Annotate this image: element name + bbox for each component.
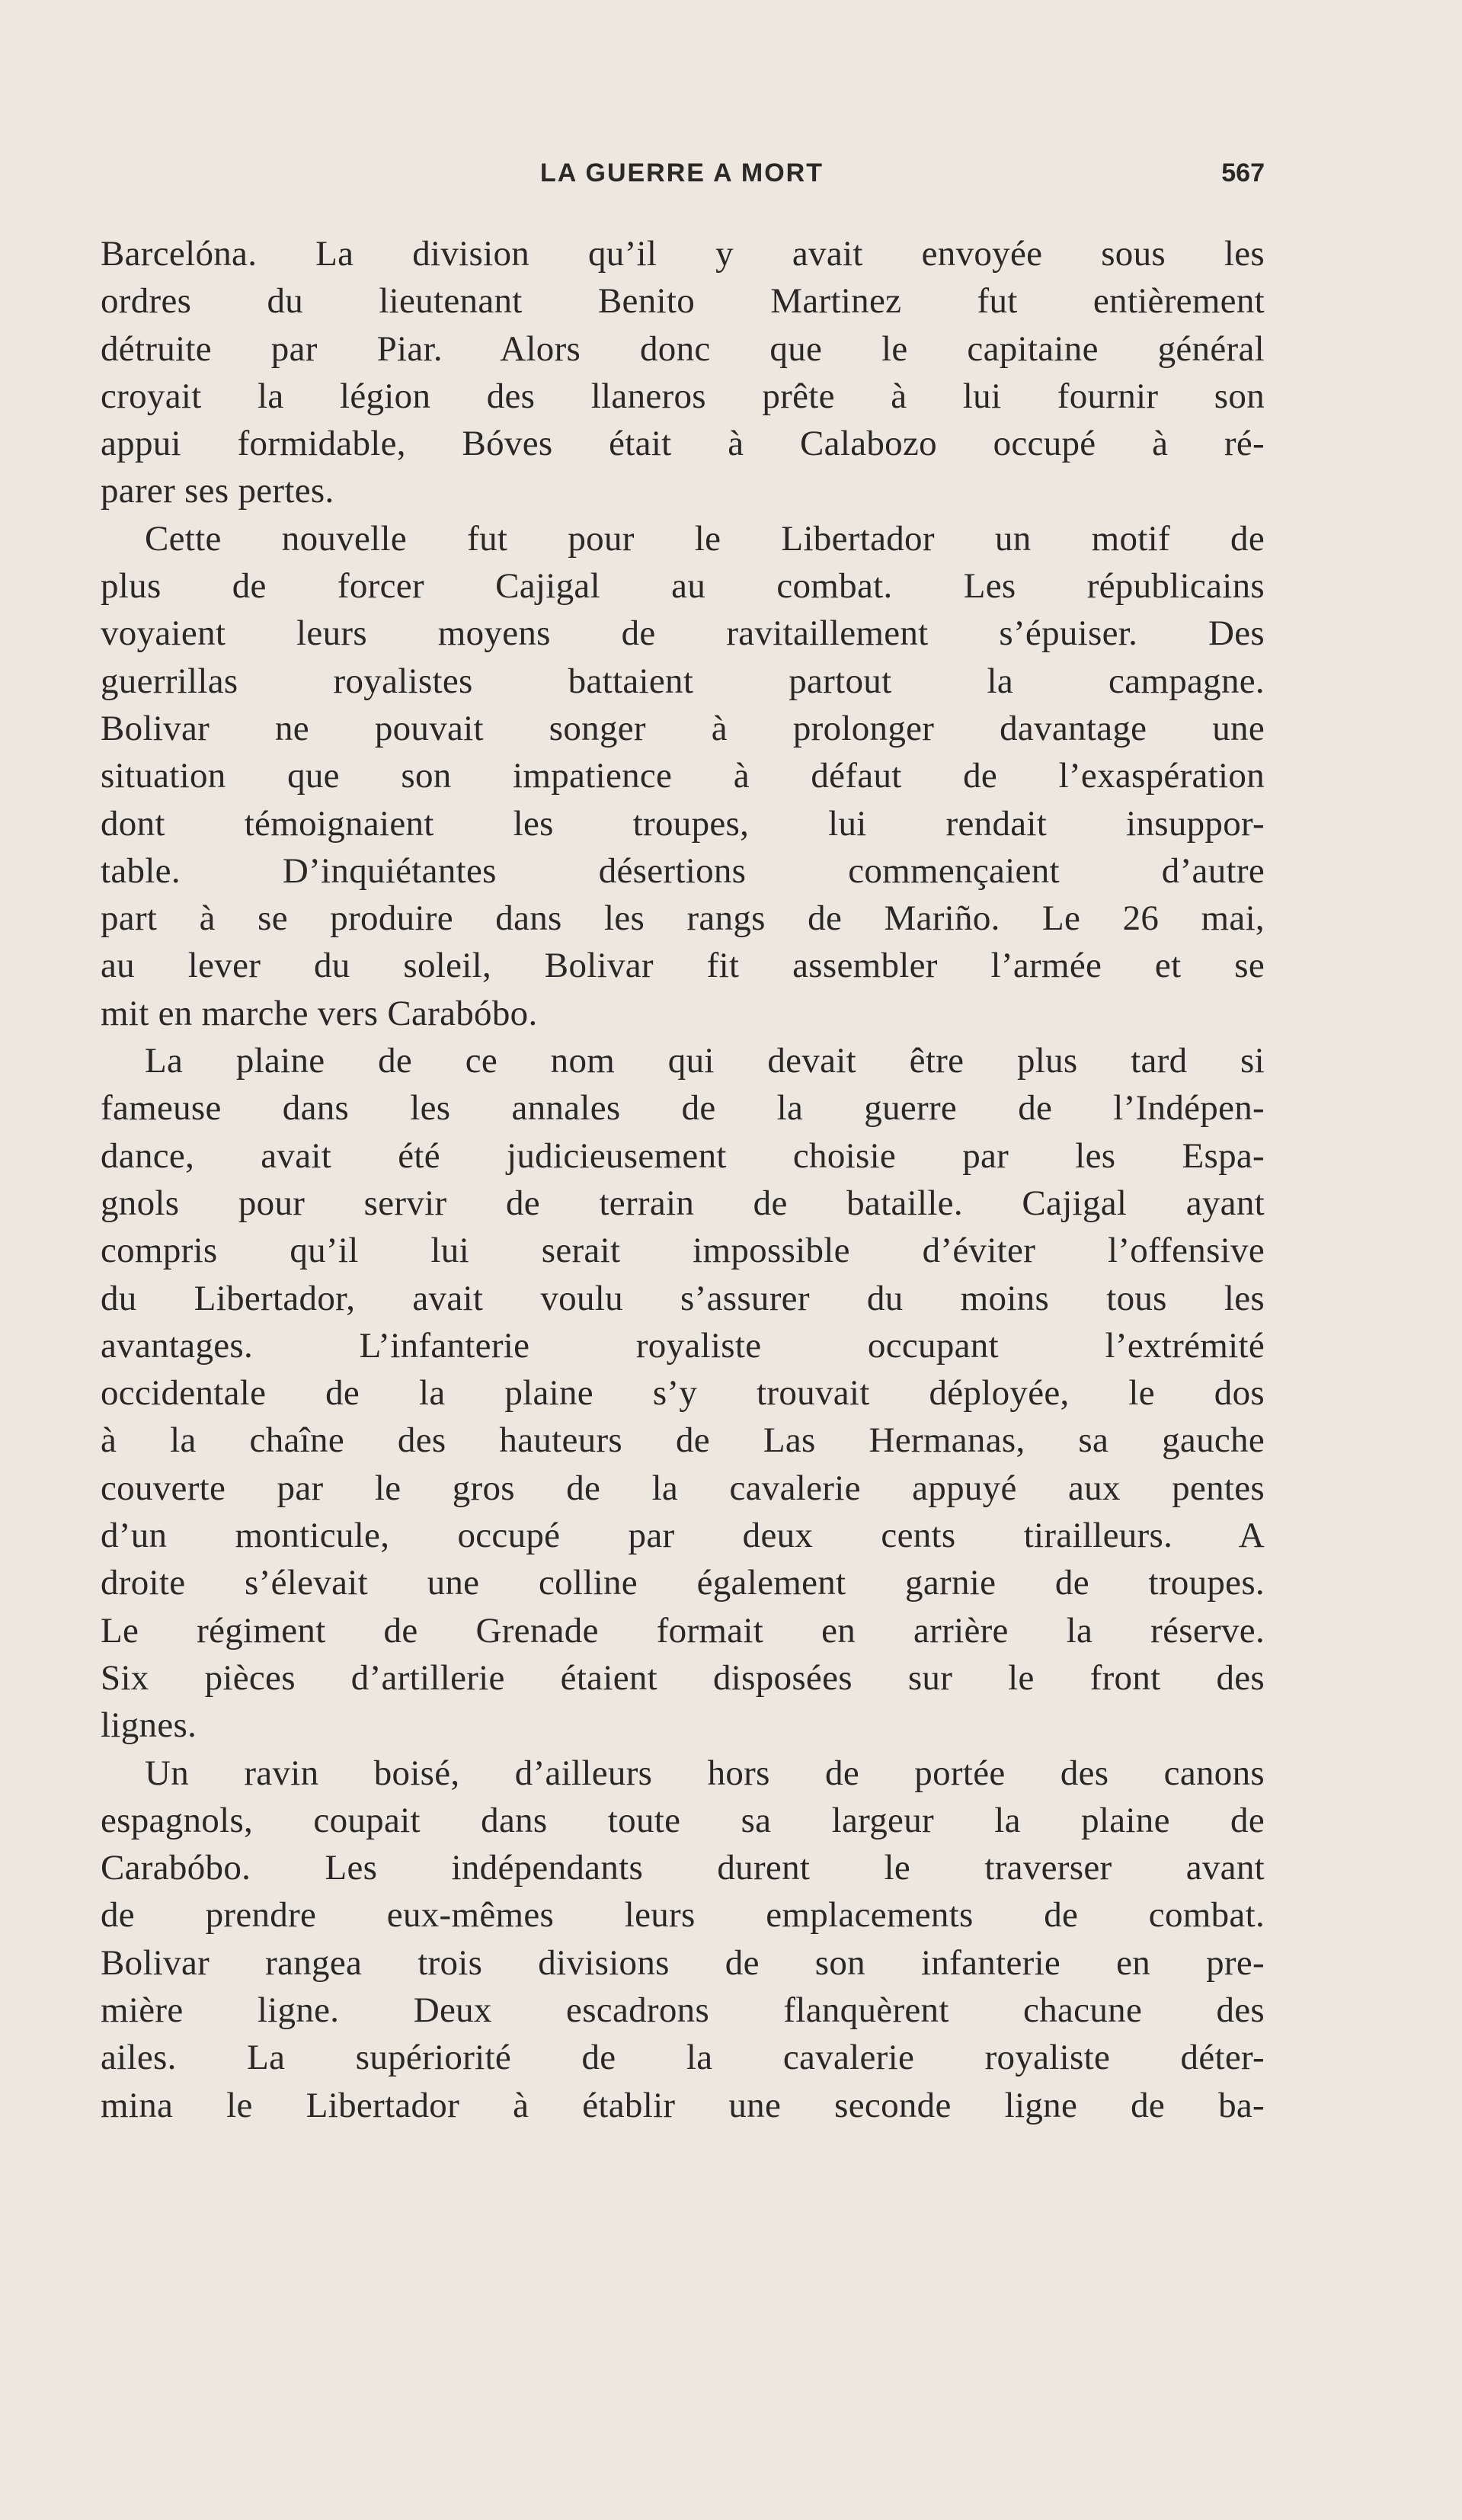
text-line: Le régiment de Grenade formait en arrière la réserve.	[101, 1610, 1265, 1651]
text-line: Six pièces d’artillerie étaient disposées sur le front des	[101, 1657, 1265, 1698]
text-line: lignes.	[101, 1705, 197, 1746]
text-line: compris qu’il lui serait impossible d’éviter l’offensive	[101, 1231, 1265, 1271]
text-line: détruite par Piar. Alors donc que le capitaine général	[101, 328, 1265, 369]
text-line: fameuse dans les annales de la guerre de l’Indépen-	[101, 1088, 1265, 1129]
text-line: ailes. La supériorité de la cavalerie royaliste déter-	[101, 2038, 1265, 2078]
text-line: occidentale de la plaine s’y trouvait déployée, le dos	[101, 1373, 1265, 1414]
text-line: table. D’inquiétantes désertions commençaient d’autre	[101, 850, 1265, 891]
text-line: avantages. L’infanterie royaliste occupant l’extrémité	[101, 1325, 1265, 1366]
text-line: part à se produire dans les rangs de Mariño. Le 26 mai,	[101, 898, 1265, 939]
text-line: mit en marche vers Carabóbo.	[101, 993, 538, 1033]
text-line: voyaient leurs moyens de ravitaillement s’épuiser. Des	[101, 613, 1265, 654]
text-line: espagnols, coupait dans toute sa largeur la plaine de	[101, 1800, 1265, 1840]
text-line: mina le Libertador à établir une seconde ligne de ba-	[101, 2085, 1265, 2125]
body-text	[101, 230, 1265, 2129]
paragraph-start-line: Cette nouvelle fut pour le Libertador un motif de	[145, 518, 1265, 559]
text-line: couverte par le gros de la cavalerie appuyé aux pentes	[101, 1468, 1265, 1508]
text-line: appui formidable, Bóves était à Calabozo occupé à ré-	[101, 424, 1265, 464]
text-line: du Libertador, avait voulu s’assurer du moins tous les	[101, 1278, 1265, 1318]
running-title: LA GUERRE A MORT	[540, 159, 824, 187]
paragraph-start-line: La plaine de ce nom qui devait être plus tard si	[145, 1041, 1265, 1081]
text-line: situation que son impatience à défaut de l’exaspération	[101, 756, 1265, 796]
text-line: Barcelóna. La division qu’il y avait envoyée sous les	[101, 234, 1265, 274]
text-line: droite s’élevait une colline également garnie de troupes.	[101, 1563, 1265, 1603]
text-line: à la chaîne des hauteurs de Las Hermanas, sa gauche	[101, 1420, 1265, 1461]
page-header	[99, 159, 1265, 204]
page-number: 567	[1221, 159, 1265, 187]
text-line: au lever du soleil, Bolivar fit assembler l’armée et se	[101, 946, 1265, 986]
text-line: croyait la légion des llaneros prête à lui fournir son	[101, 376, 1265, 416]
text-line: ordres du lieutenant Benito Martinez fut entièrement	[101, 281, 1265, 322]
text-line: parer ses pertes.	[101, 471, 334, 511]
text-line: mière ligne. Deux escadrons flanquèrent chacune des	[101, 1990, 1265, 2030]
text-line: guerrillas royalistes battaient partout la campagne.	[101, 661, 1265, 701]
text-line: dance, avait été judicieusement choisie par les Espa-	[101, 1135, 1265, 1176]
paragraph-start-line: Un ravin boisé, d’ailleurs hors de portée des canons	[145, 1753, 1265, 1793]
text-line: Bolivar rangea trois divisions de son infanterie en pre-	[101, 1942, 1265, 1983]
text-line: Bolivar ne pouvait songer à prolonger davantage une	[101, 708, 1265, 748]
text-line: d’un monticule, occupé par deux cents tirailleurs. A	[101, 1516, 1265, 1556]
text-line: de prendre eux-mêmes leurs emplacements de combat.	[101, 1895, 1265, 1936]
text-line: plus de forcer Cajigal au combat. Les républicains	[101, 566, 1265, 607]
text-line: gnols pour servir de terrain de bataille. Cajigal ayant	[101, 1183, 1265, 1223]
text-line: Carabóbo. Les indépendants durent le traverser avant	[101, 1848, 1265, 1888]
text-line: dont témoignaient les troupes, lui rendait insuppor-	[101, 803, 1265, 844]
